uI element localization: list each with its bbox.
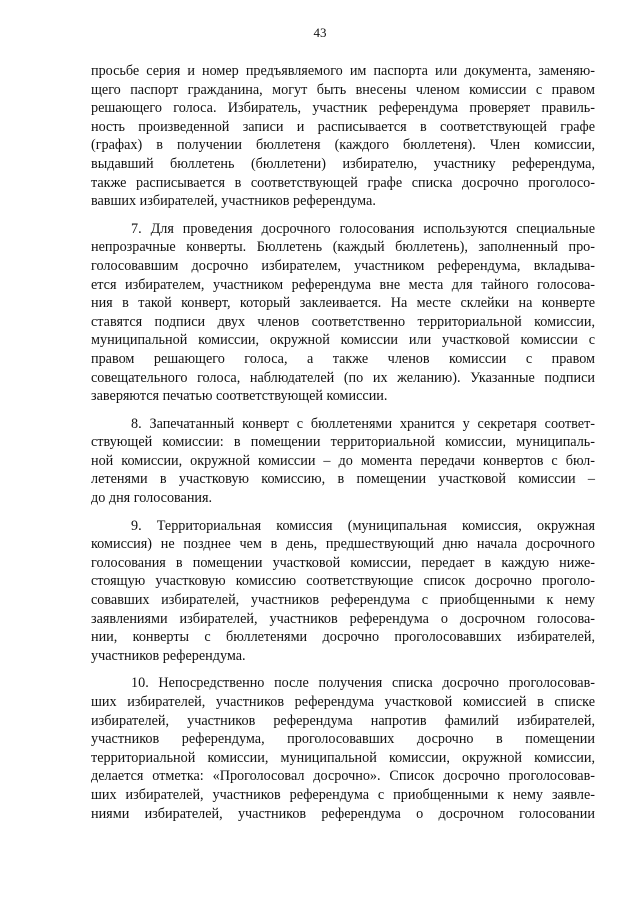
paragraph-1-line: ность произведенной записи и расписывается в соответствующей графе xyxy=(91,118,595,135)
paragraph-4-line: заявлениями избирателей, участников референдума о досрочном голосова- xyxy=(91,610,595,627)
paragraph-5-line: избирателей, участников референдума напротив фамилий избирателей, xyxy=(91,712,595,729)
paragraph-1-line: щего паспорт гражданина, могут быть внесены членом комиссии с правом xyxy=(91,81,595,98)
paragraph-5-line: территориальной комиссии, муниципальной комиссии, окружной комиссии, xyxy=(91,749,595,766)
paragraph-3-line: 8. Запечатанный конверт с бюллетенями хранится у секретаря соответ- xyxy=(131,415,595,432)
paragraph-4-line: голосования в помещении участковой комиссии, передает в каждую ниже- xyxy=(91,554,595,571)
paragraph-3-line: ствующей комиссии: в помещении территориальной комиссии, муниципаль- xyxy=(91,434,595,451)
paragraph-4-line: стоящую участковую комиссию соответствующие список досрочно проголо- xyxy=(91,573,595,590)
paragraph-4-line: нии, конверты с бюллетенями досрочно проголосовавших избирателей, xyxy=(91,629,595,646)
paragraph-1-line: (графах) в получении бюллетеня (каждого бюллетеня). Член комиссии, xyxy=(91,137,595,154)
paragraph-5-line: ших избирателей, участников референдума участковой комиссией в списке xyxy=(91,694,595,710)
paragraph-4-line: совавших избирателей, участников референдума с приобщенными к нему xyxy=(91,592,595,609)
paragraph-1-line: решающего голоса. Избиратель, участник референдума проверяет правиль- xyxy=(91,100,595,117)
paragraph-3-line: летенями в участковую комиссию, в помещении участковой комиссии – xyxy=(91,471,595,488)
paragraph-2-line: совещательного голоса, наблюдателей (по их желанию). Указанные подписи xyxy=(91,369,595,386)
page-number: 43 xyxy=(313,25,327,40)
paragraph-4-line: участников референдума. xyxy=(91,647,246,664)
paragraph-2-line: 7. Для проведения досрочного голосования используются специальные xyxy=(131,220,595,237)
paragraph-3-line: ной комиссии, окружной комиссии – до момента передачи конвертов с бюл- xyxy=(91,452,595,469)
paragraph-1-line: просьбе серия и номер предъявляемого им паспорта или документа, заменяю- xyxy=(91,63,595,79)
paragraph-2-line: непрозрачные конверты. Бюллетень (каждый бюллетень), заполненный про- xyxy=(91,239,595,256)
paragraph-4-line: 9. Территориальная комиссия (муниципальная комиссия, окружная xyxy=(131,517,595,534)
paragraph-2-line: правом решающего голоса, а также членов комиссии с правом xyxy=(91,350,595,367)
paragraph-1-line: вавших избирателей, участников референдума. xyxy=(91,193,376,210)
paragraph-2-line: ставятся подписи двух членов соответственно территориальной комиссии, xyxy=(91,313,595,330)
paragraph-2-line: заверяются печатью соответствующей комиссии. xyxy=(91,388,388,405)
document-body xyxy=(91,62,595,823)
paragraph-4-line: комиссия) не позднее чем в день, предшествующий дню начала досрочного xyxy=(91,536,595,553)
paragraph-5-line: ших избирателей, участников референдума с приобщенными к нему заявле- xyxy=(91,786,595,803)
paragraph-2-line: ния в такой конверт, который заклеивается. На месте склейки на конверте xyxy=(91,295,595,312)
paragraph-1-line: также расписывается в соответствующей графе списка досрочно проголосо- xyxy=(91,174,595,191)
paragraph-5-line: делается отметка: «Проголосовал досрочно». Список досрочно проголосовав- xyxy=(91,768,595,785)
paragraph-2-line: муниципальной комиссии, окружной комиссии или участковой комиссии с xyxy=(91,332,595,349)
paragraph-2-line: ется избирателем, участником референдума вне места для тайного голосова- xyxy=(91,276,595,293)
paragraph-1-line: выдавший бюллетень (бюллетени) избирателю, участнику референдума, xyxy=(91,155,595,172)
paragraph-5-line: 10. Непосредственно после получения списка досрочно проголосовав- xyxy=(131,675,595,692)
paragraph-5-line: участников референдума, проголосовавших досрочно в помещении xyxy=(91,731,595,748)
paragraph-3-line: до дня голосования. xyxy=(91,490,213,507)
paragraph-5-line: ниями избирателей, участников референдума о досрочном голосовании xyxy=(91,805,595,822)
paragraph-2-line: голосовавшим досрочно избирателем, участником референдума, вкладыва- xyxy=(91,257,595,274)
